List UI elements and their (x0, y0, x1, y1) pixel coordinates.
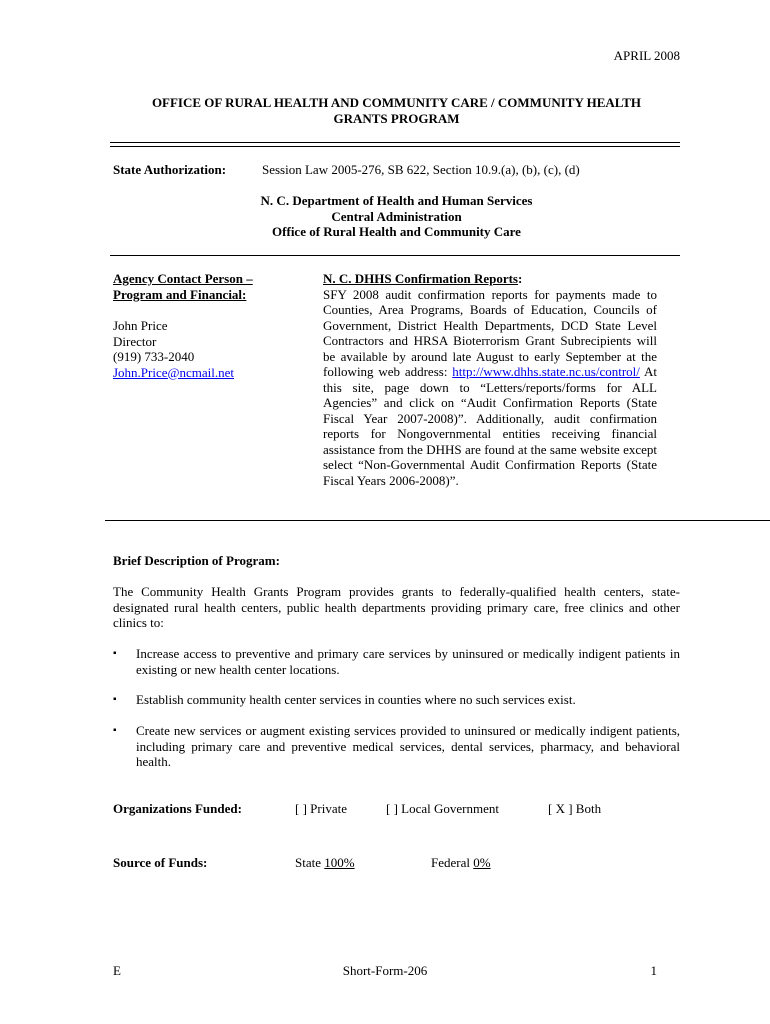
confirmation-text-before-link: SFY 2008 audit confirmation reports for payments made to Counties, Area Programs, Boards of Education, Councils of Government, District Health Departments, DCD State Level Contractors and HRSA Bioterrorism Grant Subrecipients will be available by around late August to early September at the following web address: (323, 286, 657, 379)
program-description: The Community Health Grants Program provides grants to federally-qualified health centers, state-designated rural health centers, public health departments providing primary care, free clinics and other clinics to: (113, 584, 680, 630)
document-title-line-1: OFFICE OF RURAL HEALTH AND COMMUNITY CARE / COMMUNITY HEALTH (151, 95, 642, 110)
federal-funds-value: 0% (473, 855, 491, 870)
confirmation-paragraph (323, 287, 657, 489)
federal-funds-label: Federal (431, 855, 474, 870)
department-block (113, 193, 680, 240)
program-bullet-text: Create new services or augment existing services provided to uninsured or medically indigent patients, including primary care and preventive medical services, dental services, pharmacy, and behavioral health. (136, 723, 680, 769)
agency-contact-block (113, 271, 303, 380)
program-bullet-item (113, 723, 680, 771)
federal-funds (431, 855, 491, 871)
footer-section-letter: E (113, 963, 121, 978)
state-funds-label: State (295, 855, 325, 870)
organizations-funded-label: Organizations Funded: (113, 801, 242, 816)
contact-email-link[interactable]: John.Price@ncmail.net (113, 364, 234, 380)
program-bullet-item (113, 646, 680, 678)
bullet-icon: ▪ (113, 648, 117, 659)
confirmation-text-after-link: At this site, page down to “Letters/reports/forms for ALL Agencies” and click on “Audit Confirmation Reports (State Fiscal Year 2007-2008)”. Additionally, audit confirmation reports for Nongovernmental entities receiving financial assistance from the DHHS are found at the same website except select “Non-Governmental Audit Confirmation Reports (State Fiscal Years 2006-2008)”. (323, 364, 657, 488)
report-date: APRIL 2008 (613, 48, 680, 63)
state-funds-value: 100% (324, 855, 355, 870)
confirmation-heading: N. C. DHHS Confirmation Reports (323, 271, 518, 286)
program-bullet-text: Increase access to preventive and primary care services by uninsured or medically indigent patients in existing or new health center locations. (136, 646, 680, 677)
bullet-icon: ▪ (113, 725, 117, 736)
org-local-government-checkbox[interactable]: [ ] Local Government (386, 801, 499, 816)
contact-heading-line-2: Program and Financial: (113, 286, 247, 302)
title-double-divider (110, 142, 680, 147)
state-authorization-value: Session Law 2005-276, SB 622, Section 10.9.(a), (b), (c), (d) (262, 162, 580, 177)
program-description-heading: Brief Description of Program: (113, 553, 280, 568)
page-number: 1 (650, 963, 657, 978)
contact-heading-line-1: Agency Contact Person – (113, 271, 253, 286)
dhhs-control-link[interactable]: http://www.dhhs.state.nc.us/control/ (452, 364, 640, 379)
confirmation-heading-colon: : (518, 271, 523, 286)
department-office: Office of Rural Health and Community Care (272, 224, 521, 239)
org-both-checkbox[interactable]: [ X ] Both (548, 801, 602, 816)
department-division: Central Administration (331, 208, 462, 224)
contact-phone: (919) 733-2040 (113, 349, 195, 364)
confirmation-reports-block (323, 271, 657, 488)
contact-title: Director (113, 333, 157, 349)
document-title-line-2: GRANTS PROGRAM (333, 110, 460, 126)
section-divider-lower (105, 520, 770, 521)
bullet-icon: ▪ (113, 694, 117, 705)
section-divider (110, 255, 680, 256)
document-title (113, 95, 680, 126)
program-bullet-text: Establish community health center services in counties where no such services exist. (136, 692, 576, 707)
org-private-checkbox[interactable]: [ ] Private (295, 801, 347, 816)
state-authorization-label: State Authorization: (113, 162, 227, 177)
source-of-funds-label: Source of Funds: (113, 855, 208, 870)
footer-form-id: Short-Form-206 (342, 963, 428, 978)
department-name: N. C. Department of Health and Human Services (260, 193, 533, 208)
contact-name: John Price (113, 318, 168, 333)
program-bullet-item (113, 692, 680, 708)
state-funds (295, 855, 355, 871)
